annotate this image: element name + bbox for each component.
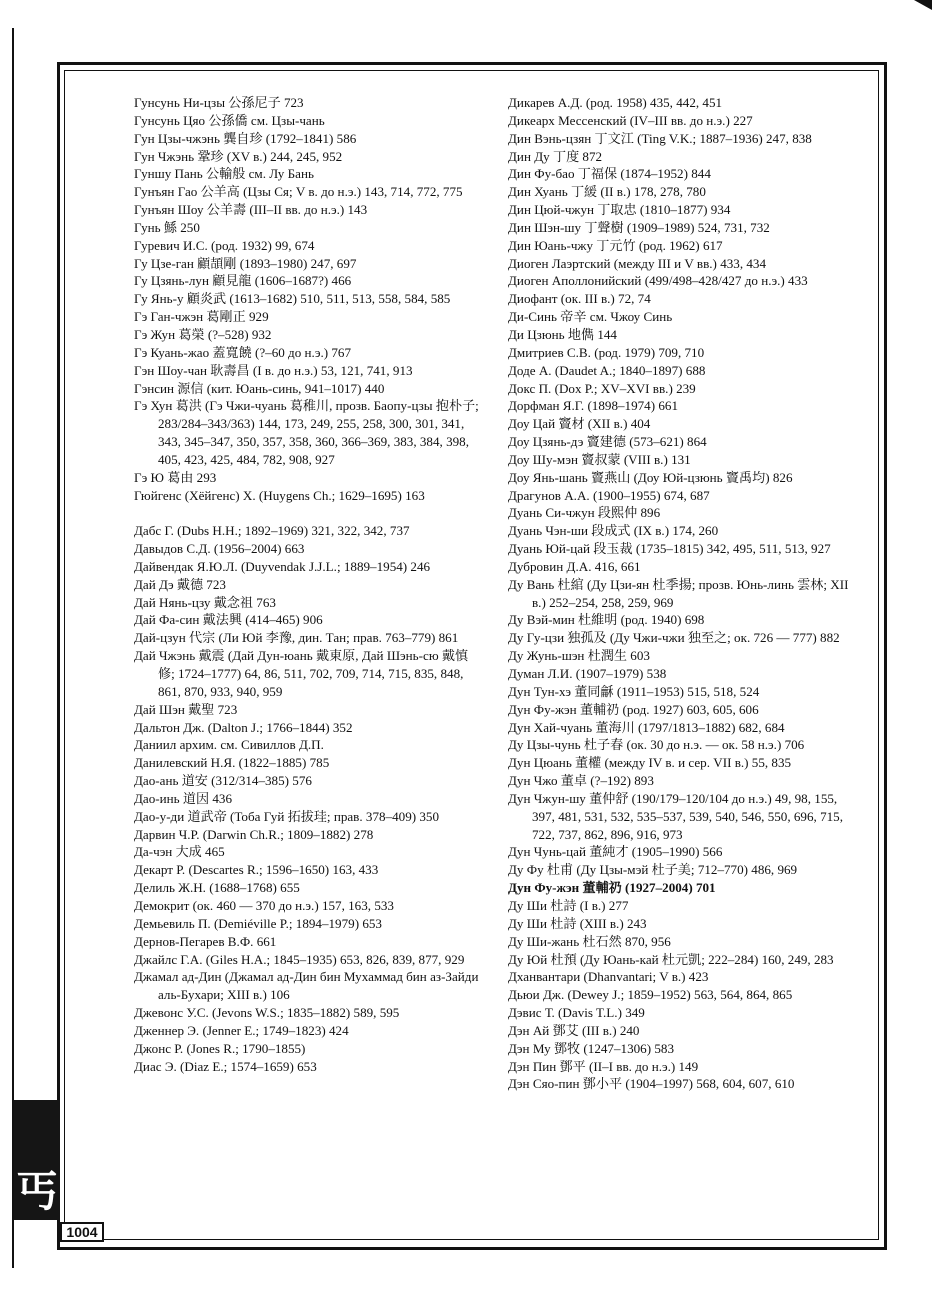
index-entry: Дун Чжун-шу 董仲舒 (190/179–120/104 до н.э.) 49, 98, 155, 397, 481, 531, 532, 535–537, 539, 540, 546, 550, 696, 715, 722, 737, 862, 896, 916, 973 (508, 790, 843, 842)
index-entry: Доде А. (Daudet A.; 1840–1897) 688 (508, 362, 706, 378)
index-entry: Гэ Куань-жао 蓋寬饒 (?–60 до н.э.) 767 (134, 344, 351, 360)
index-entry: Дьюи Дж. (Dewey J.; 1859–1952) 563, 564, 864, 865 (508, 987, 793, 1003)
index-entry: Дун Фу-жэн 董輔礽 (род. 1927) 603, 605, 606 (508, 701, 759, 717)
index-entry: Дай Чжэнь 戴震 (Дай Дун-юань 戴東原, Дай Шэнь-сю 戴慎修; 1724–1777) 64, 86, 511, 702, 709, 714, 715, 835, 848, 861, 870, 933, 940, 959 (134, 648, 469, 699)
index-entry: Дай Шэн 戴聖 723 (134, 701, 238, 717)
corner-mark (914, 0, 932, 10)
index-entry: Драгунов А.А. (1900–1955) 674, 687 (508, 487, 710, 503)
index-entry: Дун Чжо 董卓 (?–192) 893 (508, 773, 654, 789)
index-entry: Демьевиль П. (Demiéville P.; 1894–1979) 653 (134, 915, 382, 931)
index-entry: Джевонс У.С. (Jevons W.S.; 1835–1882) 589, 595 (134, 1005, 400, 1021)
index-entry: Доу Шу-мэн 竇叔蒙 (VIII в.) 131 (508, 451, 691, 467)
index-entry: Дернов-Пегарев В.Ф. 661 (134, 933, 277, 949)
thumb-index-tab (14, 1100, 60, 1220)
index-entry: Диас Э. (Diaz E.; 1574–1659) 653 (134, 1058, 317, 1074)
index-entry: Доу Цзянь-дэ 竇建德 (573–621) 864 (508, 434, 707, 450)
index-entry: Ду Цзы-чунь 杜子春 (ок. 30 до н.э. — ок. 58 н.э.) 706 (508, 737, 805, 753)
index-entry: Дин Ду 丁度 872 (508, 148, 603, 164)
index-entry: Джонс Р. (Jones R.; 1790–1855) (134, 1040, 306, 1056)
index-entry: Дарвин Ч.Р. (Darwin Ch.R.; 1809–1882) 278 (134, 826, 374, 842)
index-entry: Ду Гу-цзи 独孤及 (Ду Чжи-чжи 独至之; ок. 726 — 777) 882 (508, 630, 840, 646)
index-entry: Гу Цзе-ган 顧頡剛 (1893–1980) 247, 697 (134, 255, 357, 271)
index-entry: Ду Ши 杜詩 (I в.) 277 (508, 897, 629, 913)
index-entry: Гэ Жун 葛榮 (?–528) 932 (134, 326, 272, 342)
index-entry: Дин Вэнь-цзян 丁文江 (Ting V.K.; 1887–1936) 247, 838 (508, 130, 812, 146)
index-entry: Ду Вэй-мин 杜維明 (род. 1940) 698 (508, 612, 705, 628)
index-entry: Дай Дэ 戴德 723 (134, 576, 226, 592)
index-entry: Гэ Ган-чжэн 葛剛正 929 (134, 309, 269, 325)
index-entry: Гунь 鯀 250 (134, 219, 200, 235)
index-entry: Гунъян Шоу 公羊壽 (III–II вв. до н.э.) 143 (134, 202, 368, 218)
index-entry: Думан Л.И. (1907–1979) 538 (508, 666, 667, 681)
index-entry: Диоген Лаэртский (между III и V вв.) 433, 434 (508, 255, 767, 271)
letter-section-gap (134, 504, 480, 522)
thumb-index-glyph: 丐 (15, 1170, 58, 1216)
index-entry: Гу Янь-у 顧炎武 (1613–1682) 510, 511, 513, 558, 584, 585 (134, 291, 451, 307)
index-entry: Дэн Сяо-пин 鄧小平 (1904–1997) 568, 604, 607, 610 (508, 1076, 795, 1092)
index-entry: Да-чэн 大成 465 (134, 844, 225, 860)
page-number: 1004 (60, 1222, 104, 1242)
index-entry: Дайвендак Я.Ю.Л. (Duyvendak J.J.L.; 1889–1954) 246 (134, 558, 431, 574)
index-entry: Даниил архим. см. Сивиллов Д.П. (134, 737, 324, 753)
index-entry: Гунсунь Цяо 公孫僑 см. Цзы-чань (134, 112, 325, 128)
index-entry: Дун Фу-жэн 董輔礽 (1927–2004) 701 (508, 880, 716, 896)
index-entry: Ду Фу 杜甫 (Ду Цзы-мэй 杜子美; 712–770) 486, 969 (508, 862, 798, 878)
index-entry: Ду Ши 杜詩 (XIII в.) 243 (508, 915, 647, 931)
index-column-left (134, 94, 480, 1075)
index-entry: Дин Цюй-чжун 丁取忠 (1810–1877) 934 (508, 202, 731, 218)
index-entry: Демокрит (ок. 460 — 370 до н.э.) 157, 163, 533 (134, 897, 394, 913)
index-entry: Дун Хай-чуань 董海川 (1797/1813–1882) 682, 684 (508, 719, 785, 735)
index-entry: Гун Чжэнь 鞏珍 (XV в.) 244, 245, 952 (134, 148, 343, 164)
index-entry: Доу Янь-шань 竇燕山 (Доу Юй-цзюнь 竇禹均) 826 (508, 469, 793, 485)
index-entry: Ду Юй 杜預 (Ду Юань-кай 杜元凱; 222–284) 160, 249, 283 (508, 951, 834, 967)
index-entry: Гэн Шоу-чан 耿壽昌 (I в. до н.э.) 53, 121, 741, 913 (134, 362, 413, 378)
index-entry: Дженнер Э. (Jenner E.; 1749–1823) 424 (134, 1022, 349, 1038)
index-entry: Ди Цзюнь 地儁 144 (508, 326, 617, 342)
index-entry: Дэн Му 鄧牧 (1247–1306) 583 (508, 1040, 674, 1056)
index-entry: Дин Фу-бао 丁福保 (1874–1952) 844 (508, 166, 711, 182)
index-entry: Джайлс Г.А. (Giles H.A.; 1845–1935) 653, 826, 839, 877, 929 (134, 951, 465, 967)
index-entry: Дай Нянь-цзу 戴念祖 763 (134, 594, 276, 610)
index-entry: Дэн Ай 鄧艾 (III в.) 240 (508, 1022, 640, 1038)
index-entry: Гунъян Гао 公羊高 (Цзы Ся; V в. до н.э.) 143, 714, 772, 775 (134, 184, 463, 200)
index-entry: Дин Хуань 丁緩 (II в.) 178, 278, 780 (508, 184, 706, 200)
index-entry: Дай Фа-син 戴法興 (414–465) 906 (134, 612, 323, 628)
index-entry: Ди-Синь 帝辛 см. Чжоу Синь (508, 309, 673, 325)
index-entry: Дэн Пин 鄧平 (II–I вв. до н.э.) 149 (508, 1058, 699, 1074)
index-entry: Гу Цзянь-лун 顧見龍 (1606–1687?) 466 (134, 273, 352, 289)
index-entry: Дэвис Т. (Davis T.L.) 349 (508, 1005, 645, 1021)
index-entry: Дубровин Д.А. 416, 661 (508, 558, 641, 574)
index-entry: Дабс Г. (Dubs H.H.; 1892–1969) 321, 322, 342, 737 (134, 523, 410, 539)
index-entry: Гэ Ю 葛由 293 (134, 469, 217, 485)
index-entry: Дорфман Я.Г. (1898–1974) 661 (508, 398, 679, 414)
index-entry: Ду Жунь-шэн 杜潤生 603 (508, 648, 650, 664)
page-edge-line (12, 28, 14, 1268)
index-entry: Дао-у-ди 道武帝 (Тоба Гуй 拓拔珪; прав. 378–409) 350 (134, 808, 440, 824)
index-entry: Давыдов С.Д. (1956–2004) 663 (134, 541, 305, 557)
index-entry: Гюйгенс (Хёйгенс) Х. (Huygens Ch.; 1629–1695) 163 (134, 487, 425, 503)
index-entry: Дикеарх Мессенский (IV–III вв. до н.э.) 227 (508, 112, 753, 128)
index-entry: Дун Тун-хэ 董同龢 (1911–1953) 515, 518, 524 (508, 683, 760, 699)
index-entry: Джамал ад-Дин (Джамал ад-Дин бин Мухаммад бин аз-Зайди аль-Бухари; XIII в.) 106 (134, 969, 479, 1003)
index-entry: Дханвантари (Dhanvantari; V в.) 423 (508, 969, 709, 985)
index-entry: Дай-цзун 代宗 (Ли Юй 李豫, дин. Тан; прав. 763–779) 861 (134, 630, 459, 646)
index-entry: Дао-ань 道安 (312/314–385) 576 (134, 773, 312, 789)
index-entry: Гун Цзы-чжэнь 龔自珍 (1792–1841) 586 (134, 130, 357, 146)
index-entry: Гуншу Пань 公輸般 см. Лу Бань (134, 166, 314, 182)
index-entry: Делиль Ж.Н. (1688–1768) 655 (134, 880, 300, 896)
index-entry: Гэ Хун 葛洪 (Гэ Чжи-чуань 葛稚川, прозв. Баопу-цзы 抱朴子; 283/284–343/363) 144, 173, 249, 255, 258, 300, 301, 341, 343, 345–347, 350, 357, 358, 360, 366–369, 383, 384, 398, 405, 423, 425, 484, 782, 908, 927 (134, 398, 479, 467)
index-column-right (508, 94, 860, 1093)
index-entry: Гунсунь Ни-цзы 公孫尼子 723 (134, 95, 304, 110)
index-entry: Дикарев А.Д. (род. 1958) 435, 442, 451 (508, 95, 723, 110)
index-entry: Дуань Юй-цай 段玉裁 (1735–1815) 342, 495, 511, 513, 927 (508, 541, 831, 557)
index-entry: Докс П. (Dox P.; XV–XVI вв.) 239 (508, 380, 696, 396)
index-entry: Дин Юань-чжу 丁元竹 (род. 1962) 617 (508, 237, 723, 253)
index-entry: Декарт Р. (Descartes R.; 1596–1650) 163, 433 (134, 862, 379, 878)
index-entry: Ду Ши-жань 杜石然 870, 956 (508, 933, 671, 949)
index-entry: Доу Цай 竇材 (XII в.) 404 (508, 416, 651, 432)
index-entry: Дуань Чэн-ши 段成式 (IX в.) 174, 260 (508, 523, 719, 539)
index-entry: Дмитриев С.В. (род. 1979) 709, 710 (508, 344, 705, 360)
index-entry: Гэнсин 源信 (кит. Юань-синь, 941–1017) 440 (134, 380, 385, 396)
index-entry: Дуань Си-чжун 段熙仲 896 (508, 505, 661, 521)
index-entry: Данилевский Н.Я. (1822–1885) 785 (134, 755, 330, 771)
index-entry: Дао-инь 道因 436 (134, 790, 233, 806)
index-entry: Диоген Аполлонийский (499/498–428/427 до н.э.) 433 (508, 273, 808, 289)
index-entry: Дальтон Дж. (Dalton J.; 1766–1844) 352 (134, 719, 353, 735)
index-entry: Дун Чунь-цай 董純才 (1905–1990) 566 (508, 844, 723, 860)
index-entry: Диофант (ок. III в.) 72, 74 (508, 291, 651, 307)
index-entry: Гуревич И.С. (род. 1932) 99, 674 (134, 237, 315, 253)
index-entry: Дин Шэн-шу 丁聲樹 (1909–1989) 524, 731, 732 (508, 219, 770, 235)
index-entry: Дун Цюань 董權 (между IV в. и сер. VII в.) 55, 835 (508, 755, 792, 771)
index-entry: Ду Вань 杜綰 (Ду Цзи-ян 杜季揚; прозв. Юнь-линь 雲林; XII в.) 252–254, 258, 259, 969 (508, 576, 849, 610)
